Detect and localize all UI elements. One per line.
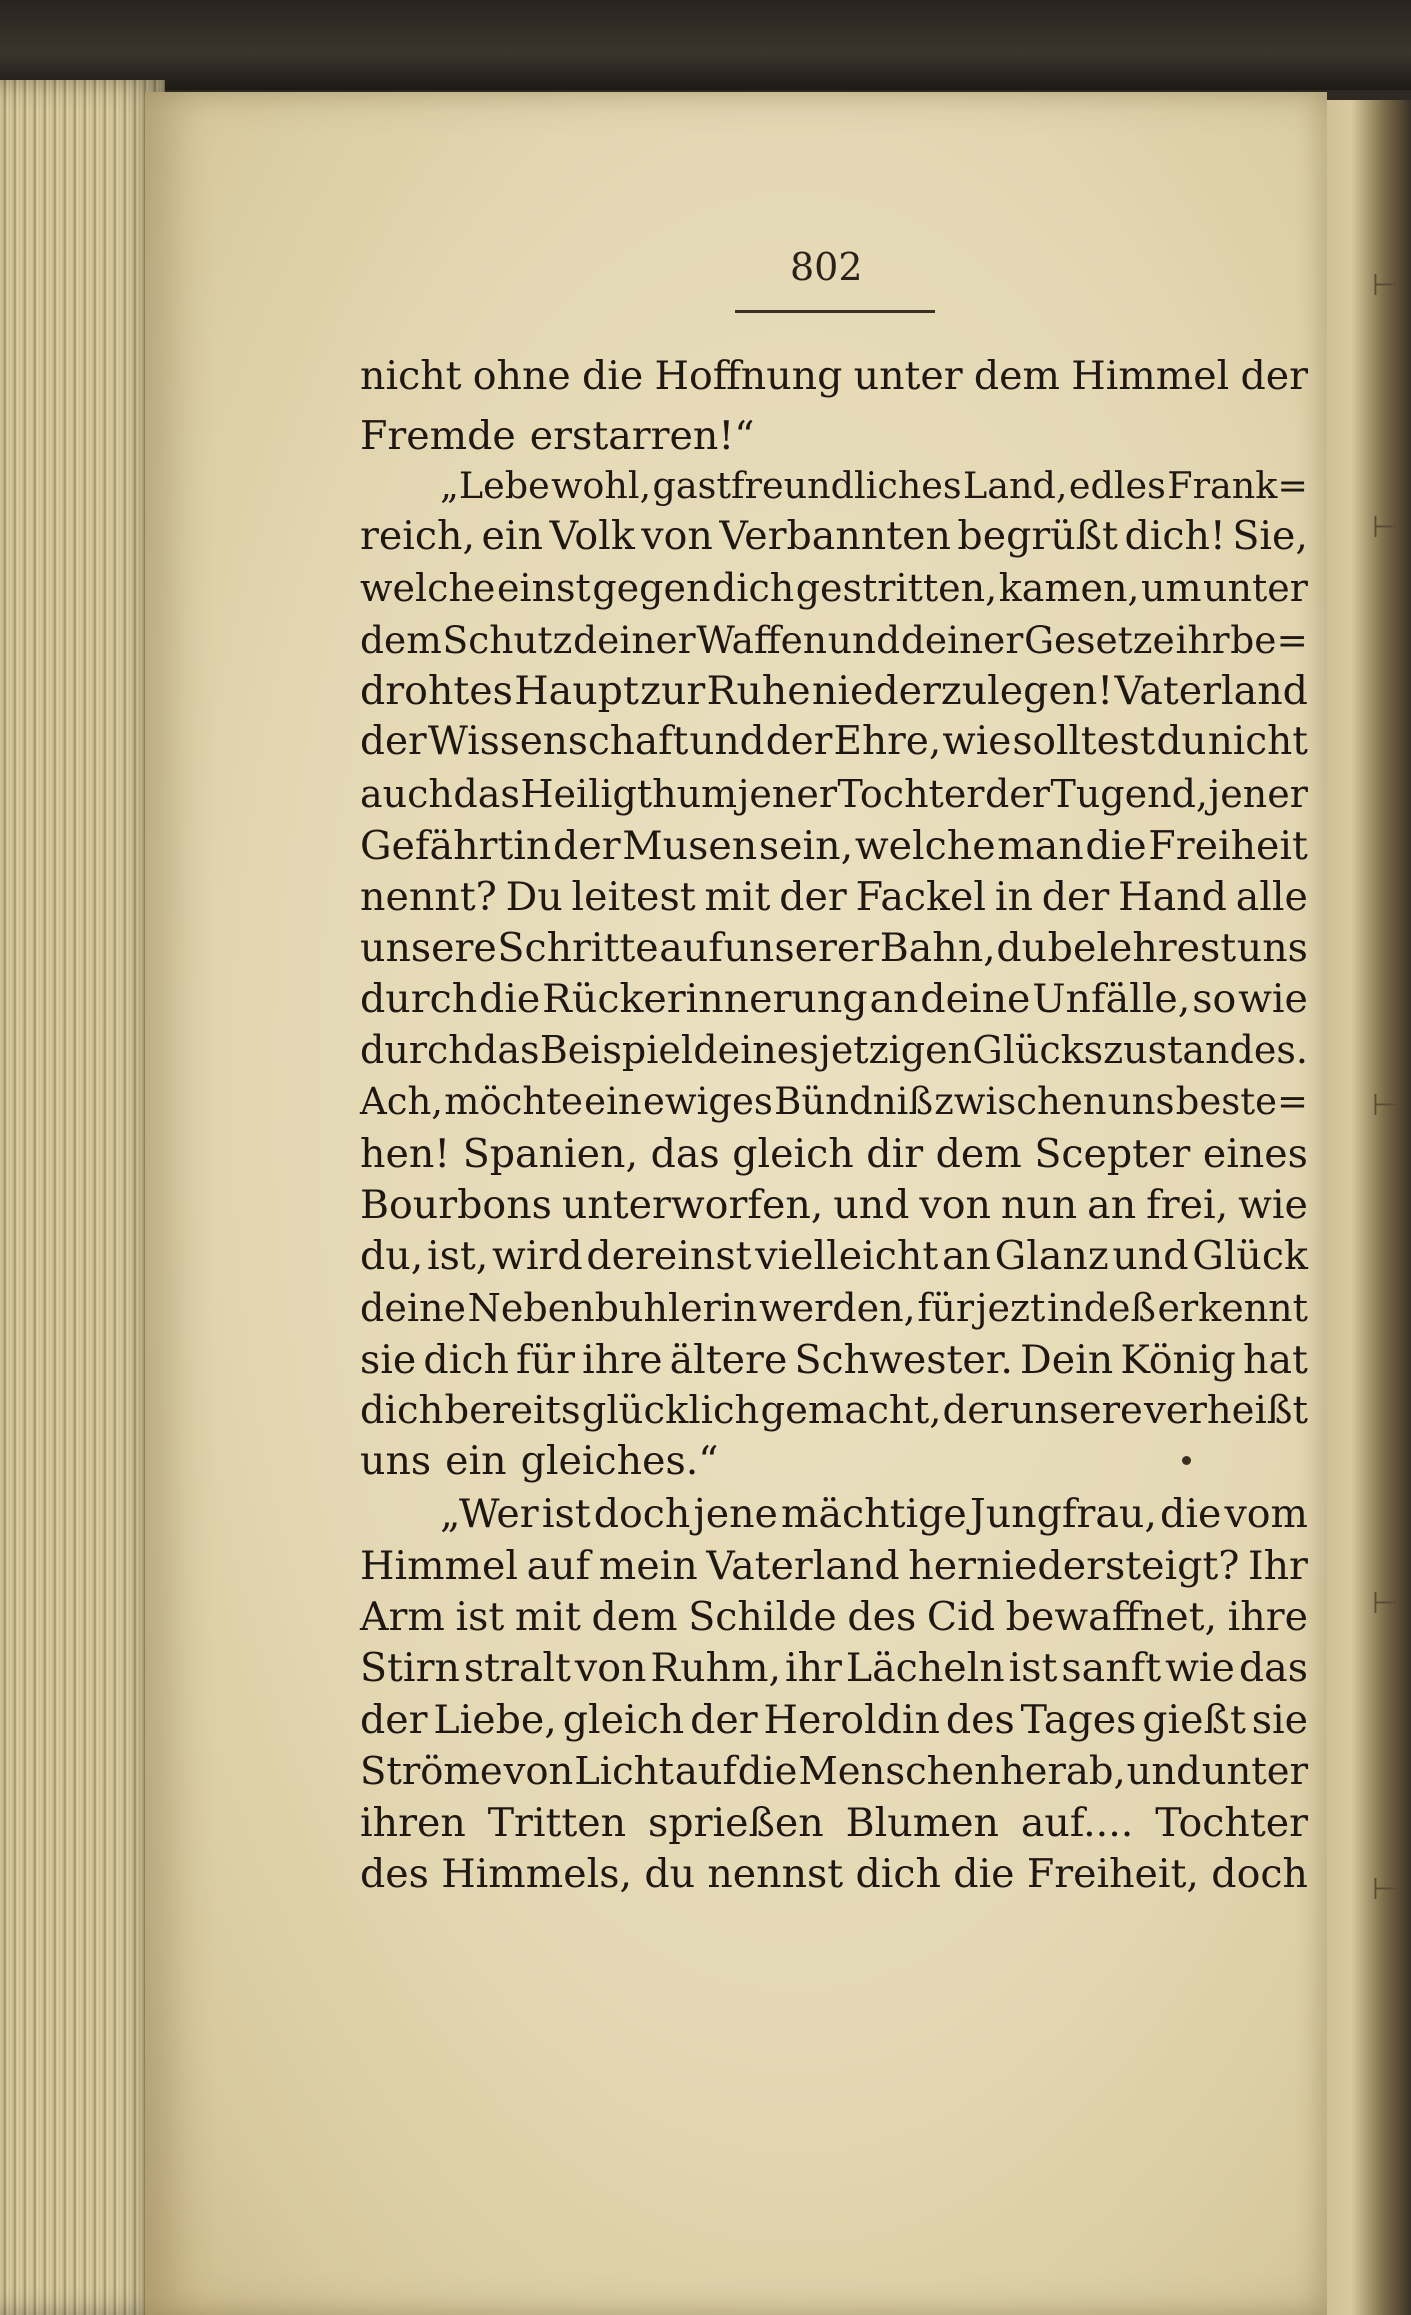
word: dem bbox=[973, 353, 1060, 399]
text-line bbox=[360, 510, 1308, 562]
right-page-stack bbox=[1319, 100, 1411, 2315]
word: wird bbox=[492, 1233, 583, 1279]
word: dich bbox=[855, 1851, 941, 1897]
word: belehrest bbox=[1047, 925, 1237, 971]
word: Sie, bbox=[1232, 513, 1308, 559]
word: an bbox=[869, 976, 919, 1022]
word: Bahn, bbox=[879, 925, 996, 971]
word: ihre bbox=[1227, 1594, 1308, 1640]
word: Heroldin bbox=[763, 1697, 940, 1743]
word: indeß bbox=[1047, 1286, 1156, 1330]
text-line bbox=[360, 350, 1308, 402]
word: Himmel bbox=[360, 1543, 518, 1589]
margin-mark-icon: ⊢ bbox=[1372, 268, 1399, 303]
word: Haupt bbox=[514, 668, 639, 714]
word: auf.... bbox=[1020, 1800, 1134, 1846]
word: sie bbox=[1251, 1697, 1308, 1743]
word: sie bbox=[360, 1337, 417, 1383]
word: die bbox=[1160, 1491, 1222, 1537]
word: möchte bbox=[444, 1080, 583, 1123]
word: die bbox=[479, 976, 541, 1022]
word: herab, bbox=[999, 1749, 1126, 1794]
word: ist, bbox=[426, 1233, 489, 1279]
text-line bbox=[360, 1334, 1308, 1386]
word: Glückszustandes. bbox=[972, 1028, 1308, 1072]
word: uns bbox=[1236, 925, 1308, 971]
word: auch bbox=[360, 772, 453, 816]
word: und bbox=[1126, 1749, 1201, 1794]
word: dich bbox=[711, 566, 795, 610]
word: mit bbox=[514, 1594, 581, 1640]
word: glücklich bbox=[581, 1388, 760, 1433]
word: Licht bbox=[574, 1749, 674, 1794]
word: Tritten bbox=[487, 1800, 627, 1846]
word: jener bbox=[737, 772, 837, 816]
word: zur bbox=[640, 668, 706, 714]
word: mit bbox=[704, 874, 771, 920]
text-line bbox=[360, 1848, 1308, 1900]
word: alle bbox=[1235, 874, 1308, 920]
page-number: 802 bbox=[790, 245, 863, 289]
word: hat bbox=[1243, 1337, 1308, 1383]
word: Tochter bbox=[837, 772, 985, 816]
word: an bbox=[1087, 1182, 1137, 1228]
word: gleich bbox=[562, 1697, 685, 1743]
word: deines bbox=[693, 1028, 819, 1072]
word: der bbox=[942, 1388, 1009, 1433]
margin-mark-icon: ⊢ bbox=[1372, 1088, 1399, 1123]
word: du bbox=[996, 925, 1048, 971]
word: Bourbons bbox=[360, 1182, 552, 1228]
word: für bbox=[516, 1337, 575, 1383]
word: an bbox=[941, 1233, 991, 1279]
word: zwischen bbox=[934, 1080, 1107, 1123]
word: erstarren!“ bbox=[529, 413, 755, 459]
word: und bbox=[833, 1182, 910, 1228]
text-line bbox=[360, 1694, 1308, 1746]
text-line bbox=[360, 410, 1308, 462]
word: ihren bbox=[360, 1800, 466, 1846]
word: die bbox=[1085, 823, 1147, 869]
word: von bbox=[503, 1749, 574, 1794]
word: begrüßt bbox=[957, 513, 1118, 559]
word: durch bbox=[360, 1028, 473, 1072]
word: dich bbox=[423, 1337, 509, 1383]
text-line bbox=[360, 820, 1308, 872]
word: vom bbox=[1224, 1491, 1308, 1537]
word: Wissenschaft bbox=[427, 719, 689, 764]
word: mein bbox=[598, 1543, 698, 1589]
word: ohne bbox=[472, 353, 571, 399]
header-rule bbox=[735, 310, 935, 313]
word: unter bbox=[853, 353, 963, 399]
word: Du bbox=[505, 874, 563, 920]
word: ist bbox=[455, 1594, 505, 1640]
text-line bbox=[360, 1076, 1308, 1128]
word: die bbox=[582, 353, 644, 399]
word: Gefährtin bbox=[360, 823, 552, 869]
word: Ihr bbox=[1248, 1543, 1308, 1589]
word: Gesetze bbox=[1024, 618, 1175, 662]
word: von bbox=[919, 1182, 991, 1228]
word: in bbox=[994, 874, 1033, 920]
word: vielleicht bbox=[755, 1233, 939, 1279]
word: Verbannten bbox=[719, 513, 951, 559]
word: welche bbox=[360, 566, 496, 610]
word: der bbox=[1041, 874, 1110, 920]
word: und bbox=[827, 618, 901, 662]
word: Beispiel bbox=[539, 1028, 693, 1072]
word: des bbox=[360, 1851, 429, 1897]
word: des bbox=[945, 1697, 1015, 1743]
word: Cid bbox=[926, 1594, 996, 1640]
word: Bündniß bbox=[774, 1080, 934, 1123]
word: Tugend, bbox=[1050, 772, 1208, 816]
text-line bbox=[360, 871, 1308, 923]
word: reich, bbox=[360, 513, 476, 559]
word: unsere bbox=[360, 925, 497, 971]
ink-speck bbox=[1182, 1456, 1191, 1465]
word: Hand bbox=[1118, 874, 1227, 920]
word: wie bbox=[1238, 1182, 1308, 1228]
word: unsere bbox=[1009, 1388, 1143, 1433]
word: das bbox=[473, 1028, 540, 1072]
word: die bbox=[953, 1851, 1015, 1897]
word: Nebenbuhlerin bbox=[467, 1286, 758, 1330]
word: Freiheit bbox=[1148, 823, 1308, 869]
margin-mark-icon: ⊢ bbox=[1372, 510, 1399, 545]
word: solltest bbox=[1012, 719, 1156, 764]
word: Freiheit, bbox=[1026, 1851, 1199, 1897]
word: mächtige bbox=[781, 1491, 967, 1537]
word: Fremde bbox=[360, 413, 516, 459]
word: Vaterland bbox=[706, 1543, 900, 1589]
word: der bbox=[779, 874, 847, 920]
word: einst bbox=[496, 566, 591, 610]
word: du bbox=[1156, 719, 1207, 764]
margin-mark-icon: ⊢ bbox=[1372, 1586, 1399, 1621]
word: auf bbox=[674, 1749, 737, 1794]
word: ein bbox=[481, 513, 543, 559]
text-line bbox=[360, 1179, 1308, 1231]
text-line bbox=[360, 1540, 1308, 1592]
word: bereits bbox=[444, 1388, 581, 1433]
word: frei, bbox=[1146, 1182, 1229, 1228]
word: nennst bbox=[707, 1851, 844, 1897]
word: jener bbox=[1208, 772, 1308, 816]
word: ist bbox=[541, 1491, 591, 1537]
word: deiner bbox=[573, 618, 696, 662]
word: auf bbox=[526, 1543, 591, 1589]
word: dereinst bbox=[586, 1233, 752, 1279]
word: welche bbox=[854, 823, 996, 869]
word: Scepter bbox=[1034, 1131, 1191, 1177]
word: die bbox=[737, 1749, 798, 1794]
word: eines bbox=[1202, 1131, 1308, 1177]
word: der bbox=[690, 1697, 758, 1743]
word: Schilde bbox=[688, 1594, 837, 1640]
word: um bbox=[1141, 566, 1202, 610]
word: auf bbox=[659, 925, 723, 971]
word: Glanz bbox=[994, 1233, 1109, 1279]
word: das bbox=[453, 772, 520, 816]
word: werden, bbox=[759, 1286, 916, 1330]
word: deine bbox=[920, 976, 1031, 1022]
word: Blumen bbox=[845, 1800, 999, 1846]
word: verheißt bbox=[1143, 1388, 1308, 1433]
word: sein, bbox=[758, 823, 854, 869]
word: uns bbox=[1107, 1080, 1175, 1123]
word: Unfälle, bbox=[1032, 976, 1191, 1022]
word: Himmels, bbox=[441, 1851, 633, 1897]
word: du, bbox=[360, 1233, 424, 1279]
word: das bbox=[1238, 1645, 1308, 1691]
word: ist bbox=[1008, 1645, 1058, 1691]
word: leitest bbox=[571, 874, 696, 920]
text-line bbox=[360, 1435, 1308, 1487]
word: Tages bbox=[1020, 1697, 1137, 1743]
word: gemacht, bbox=[760, 1388, 942, 1433]
word: von bbox=[641, 513, 713, 559]
word: hen! bbox=[360, 1131, 451, 1177]
word: wie bbox=[1165, 1645, 1235, 1691]
word: beste= bbox=[1175, 1080, 1308, 1123]
word: nun bbox=[1000, 1182, 1078, 1228]
word: jezt bbox=[975, 1286, 1046, 1330]
word: König bbox=[1120, 1337, 1236, 1383]
word: Frank= bbox=[1167, 464, 1308, 507]
word: drohtes bbox=[360, 668, 513, 714]
word: Arm bbox=[360, 1594, 445, 1640]
word: unserer bbox=[723, 925, 880, 971]
word: Rückerinnerung bbox=[542, 976, 868, 1022]
word: gegen bbox=[592, 566, 711, 610]
word: Stirn bbox=[360, 1645, 460, 1691]
word: Jungfrau, bbox=[969, 1491, 1157, 1537]
word: der bbox=[1240, 353, 1308, 399]
word: Hoffnung bbox=[654, 353, 843, 399]
text-line bbox=[360, 1385, 1308, 1437]
text-line bbox=[360, 768, 1308, 820]
word: ältere bbox=[669, 1337, 788, 1383]
word: gastfreundliches bbox=[652, 464, 962, 507]
text-line bbox=[360, 614, 1308, 666]
word: so bbox=[1192, 976, 1237, 1022]
word: „Lebe bbox=[440, 464, 550, 507]
word: Ruhe bbox=[706, 668, 811, 714]
word: wie bbox=[1238, 976, 1308, 1022]
word: Schritte bbox=[497, 925, 659, 971]
word: dem bbox=[935, 1131, 1022, 1177]
text-line bbox=[360, 1746, 1308, 1798]
word: der bbox=[984, 772, 1050, 816]
text-line bbox=[360, 716, 1308, 768]
word: und bbox=[1112, 1233, 1189, 1279]
word: das bbox=[650, 1131, 720, 1177]
word: Ströme bbox=[360, 1749, 503, 1794]
word: durch bbox=[360, 976, 478, 1022]
word: wohl, bbox=[551, 464, 652, 507]
word: jene bbox=[693, 1491, 778, 1537]
word: und bbox=[689, 719, 765, 764]
word: des bbox=[847, 1594, 917, 1640]
word: der bbox=[553, 823, 621, 869]
word: Heiligthum bbox=[520, 772, 738, 816]
word: Musen bbox=[622, 823, 758, 869]
word: Lächeln bbox=[845, 1645, 1005, 1691]
word: der bbox=[765, 719, 833, 764]
word: kamen, bbox=[998, 566, 1140, 610]
word: dich bbox=[360, 1388, 444, 1433]
word: stralt bbox=[463, 1645, 571, 1691]
word: Ehre, bbox=[833, 719, 942, 764]
word: Schwester. bbox=[794, 1337, 1013, 1383]
word: be= bbox=[1230, 618, 1308, 662]
word: dem bbox=[360, 618, 442, 662]
word: gleiches.“ bbox=[520, 1438, 719, 1484]
word: unterworfen, bbox=[561, 1182, 824, 1228]
word: Dein bbox=[1020, 1337, 1114, 1383]
word: doch bbox=[1211, 1851, 1308, 1897]
word: ihre bbox=[582, 1337, 663, 1383]
word: Ach, bbox=[360, 1080, 444, 1123]
word: ein bbox=[584, 1080, 642, 1123]
text-line bbox=[360, 1797, 1308, 1849]
word: wie bbox=[942, 719, 1012, 764]
text-line bbox=[360, 562, 1308, 614]
word: Tochter bbox=[1155, 1800, 1308, 1846]
word: Menschen bbox=[798, 1749, 1000, 1794]
word: erkennt bbox=[1157, 1286, 1308, 1330]
word: Himmel bbox=[1071, 353, 1230, 399]
word: von bbox=[574, 1645, 647, 1691]
word: unter bbox=[1203, 566, 1308, 610]
text-line bbox=[360, 922, 1308, 974]
word: du bbox=[644, 1851, 696, 1897]
word: nennt? bbox=[360, 874, 497, 920]
text-line bbox=[360, 665, 1308, 717]
text-line bbox=[360, 1642, 1308, 1694]
word: nicht bbox=[360, 353, 462, 399]
word: der bbox=[360, 1697, 428, 1743]
word: ein bbox=[445, 1438, 507, 1484]
word: niederzulegen! bbox=[811, 668, 1114, 714]
text-line bbox=[360, 973, 1308, 1025]
word: doch bbox=[593, 1491, 691, 1537]
word: jetzigen bbox=[819, 1028, 973, 1072]
word: Land, bbox=[963, 464, 1068, 507]
word: nicht bbox=[1207, 719, 1308, 764]
text-line bbox=[360, 1128, 1308, 1180]
word: Glück bbox=[1192, 1233, 1308, 1279]
word: gleich bbox=[732, 1131, 854, 1177]
word: Volk bbox=[549, 513, 635, 559]
word: Liebe, bbox=[433, 1697, 557, 1743]
word: gießt bbox=[1142, 1697, 1246, 1743]
text-line bbox=[440, 460, 1308, 512]
left-page-stack bbox=[0, 80, 165, 2315]
word: gestritten, bbox=[795, 566, 998, 610]
text-line bbox=[360, 1024, 1308, 1076]
word: man bbox=[997, 823, 1084, 869]
word: Schutz bbox=[442, 618, 573, 662]
book-top-edge bbox=[0, 0, 1411, 90]
word: unter bbox=[1201, 1749, 1308, 1794]
word: dir bbox=[866, 1131, 924, 1177]
word: „Wer bbox=[440, 1491, 539, 1537]
text-line bbox=[440, 1488, 1308, 1540]
word: der bbox=[360, 719, 427, 764]
word: Ruhm, bbox=[650, 1645, 782, 1691]
word: Waffen bbox=[696, 618, 827, 662]
word: deine bbox=[360, 1286, 466, 1330]
word: ewiges bbox=[642, 1080, 773, 1123]
word: bewaffnet, bbox=[1005, 1594, 1218, 1640]
margin-mark-icon: ⊢ bbox=[1372, 1872, 1399, 1907]
word: dem bbox=[591, 1594, 678, 1640]
word: dich! bbox=[1124, 513, 1226, 559]
word: uns bbox=[360, 1438, 432, 1484]
word: Spanien, bbox=[462, 1131, 639, 1177]
text-line bbox=[360, 1230, 1308, 1282]
word: sprießen bbox=[648, 1800, 824, 1846]
word: für bbox=[917, 1286, 975, 1330]
word: ihr bbox=[784, 1645, 842, 1691]
word: sanft bbox=[1061, 1645, 1162, 1691]
word: deiner bbox=[900, 618, 1024, 662]
word: edles bbox=[1068, 464, 1166, 507]
text-line bbox=[360, 1282, 1308, 1334]
text-line bbox=[360, 1591, 1308, 1643]
word: Vaterland bbox=[1114, 668, 1308, 714]
word: Fackel bbox=[855, 874, 986, 920]
word: ihr bbox=[1175, 618, 1230, 662]
word: herniedersteigt? bbox=[908, 1543, 1240, 1589]
